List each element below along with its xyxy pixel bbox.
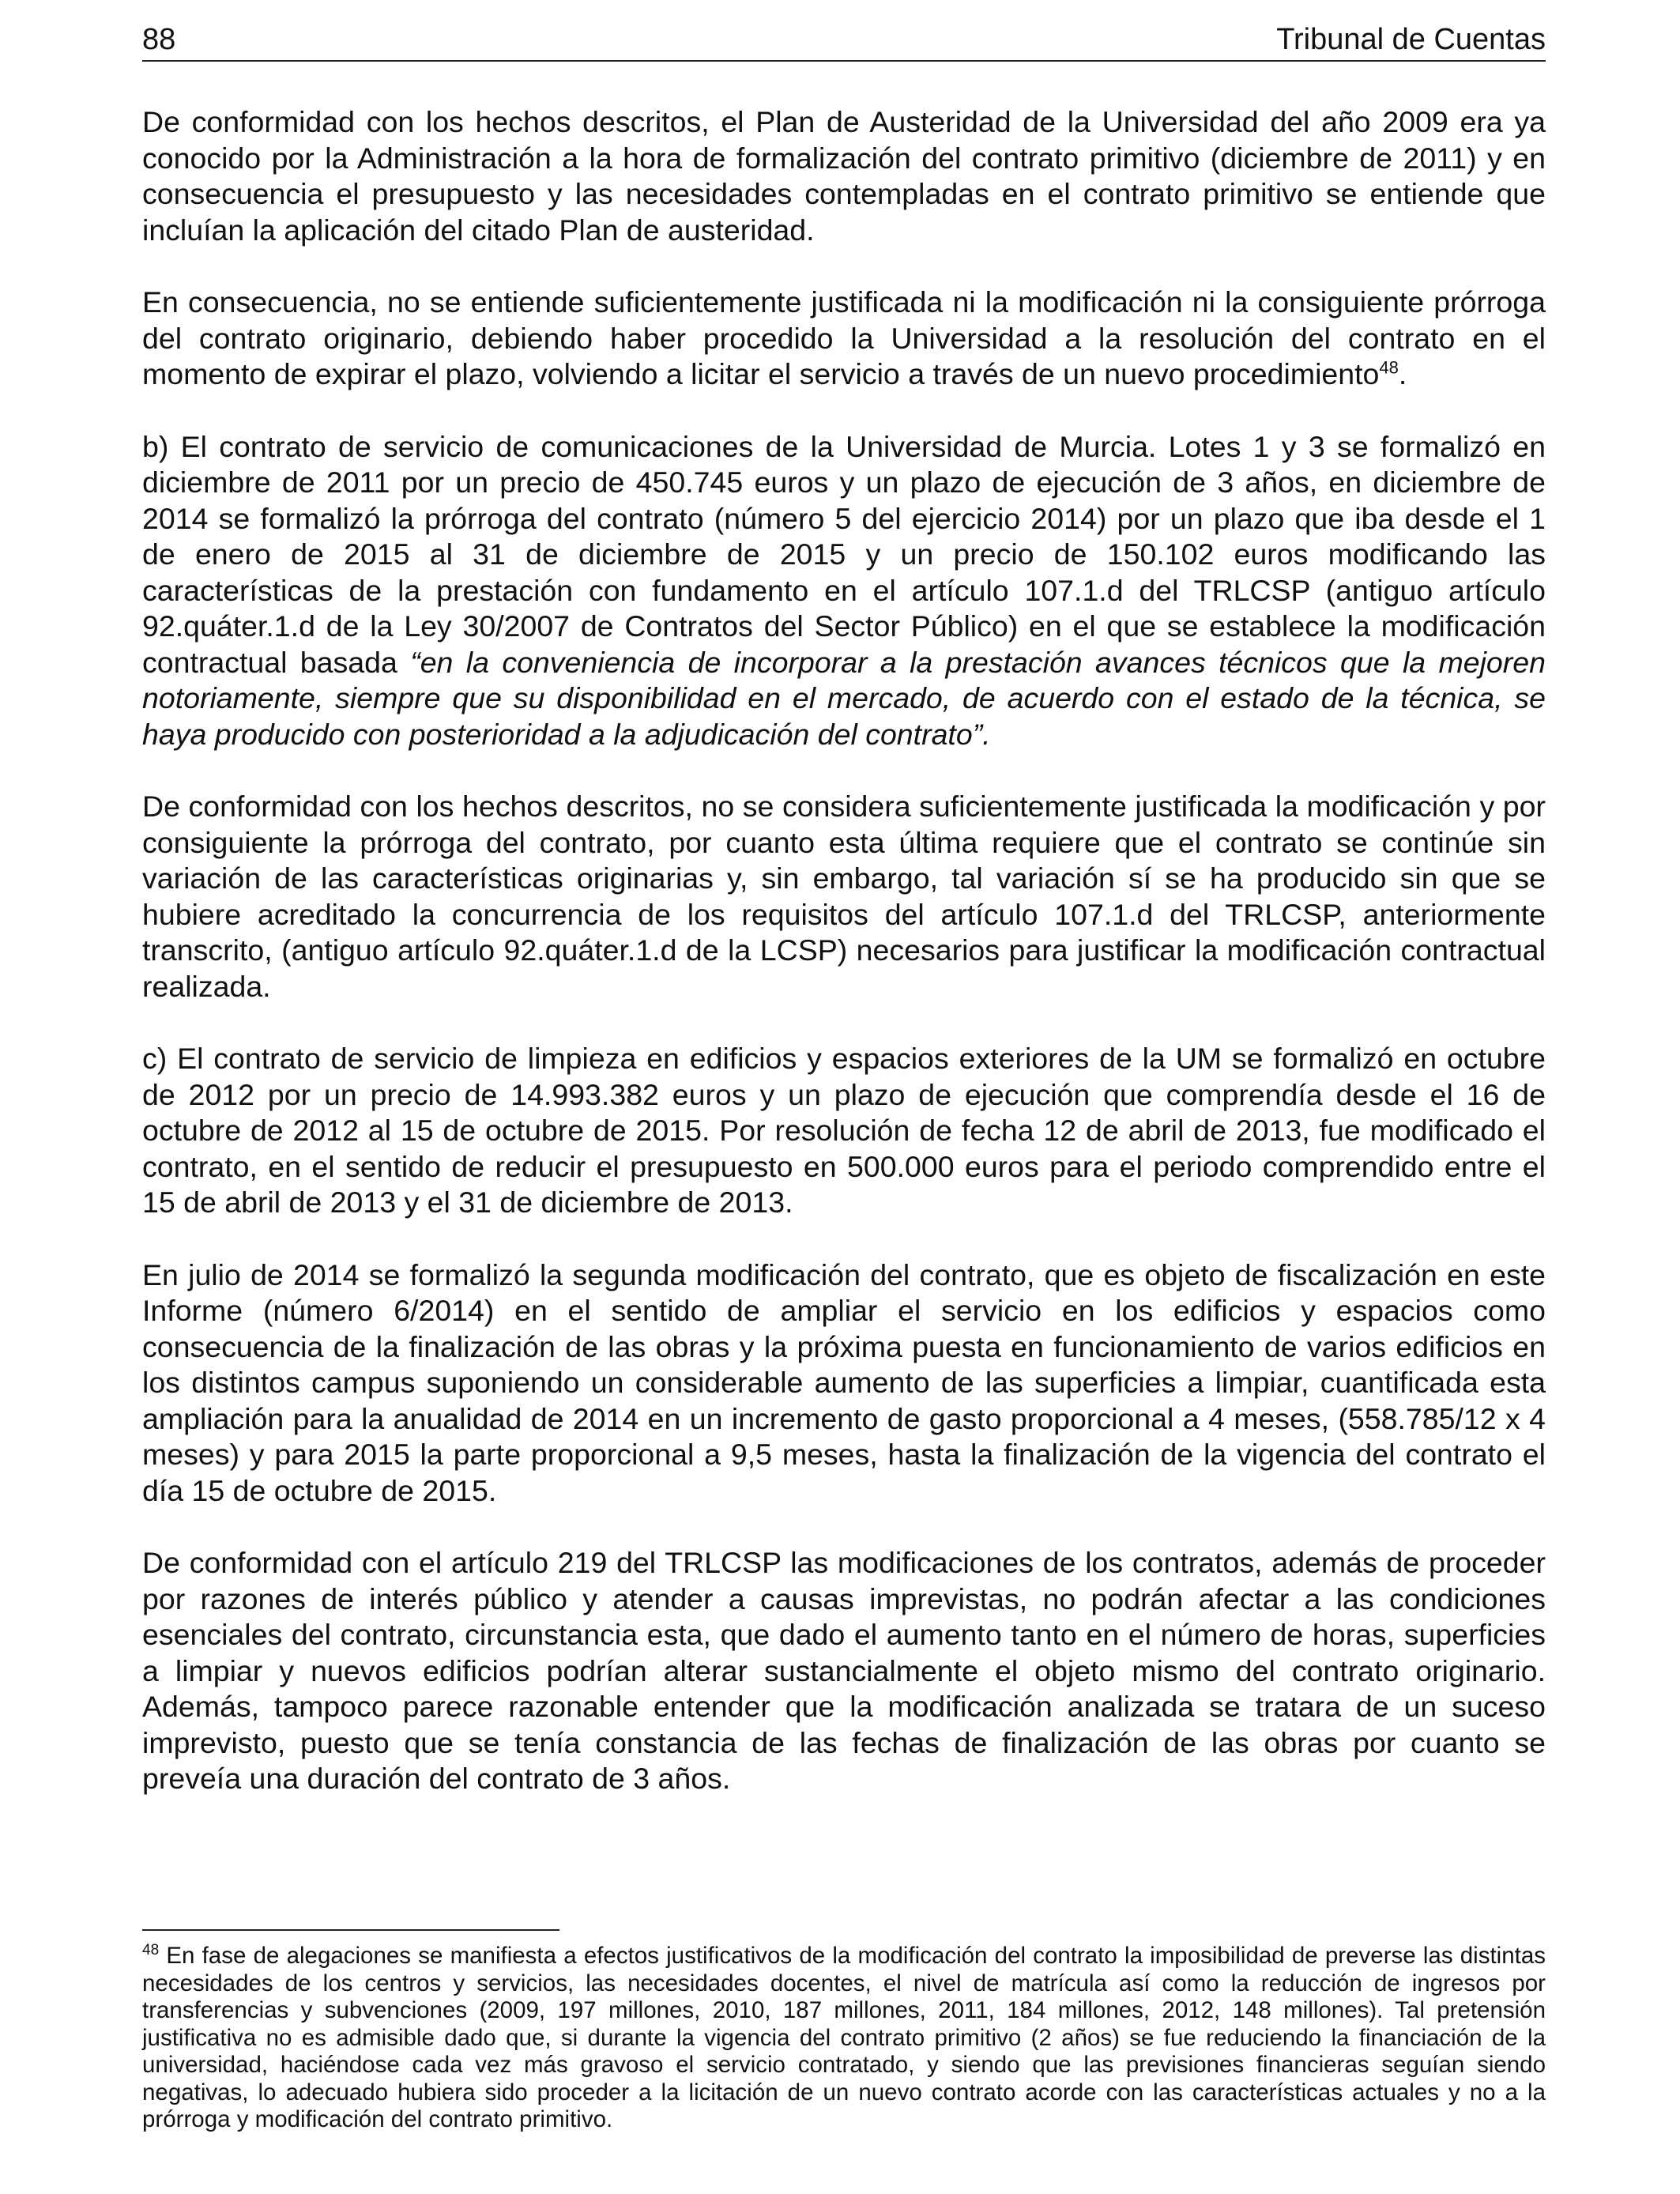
footnote-separator <box>142 1929 559 1931</box>
paragraph-6-text: En julio de 2014 se formalizó la segunda modificación del contrato, que es objeto de fiscalización en este Informe (número 6/2014) en el sentido de ampliar el servicio en los edificios y espacios como consecuencia de la finalización de las obras y la próxima puesta en funcionamiento de varios edificios en los distintos campus suponiendo un considerable aumento de las superficies a limpiar, cuantificada esta ampliación para la anualidad de 2014 en un incremento de gasto proporcional a 4 meses, (558.785/12 x 4 meses) y para 2015 la parte proporcional a 9,5 meses, hasta la finalización de la vigencia del contrato el día 15 de octubre de 2015. <box>142 1257 1546 1507</box>
paragraph-5-text: c) El contrato de servicio de limpieza en edificios y espacios exteriores de la UM se formalizó en octubre de 2012 por un precio de 14.993.382 euros y un plazo de ejecución que comprendía desde el 16 de octubre de 2012 al 15 de octubre de 2015. Por resolución de fecha 12 de abril de 2013, fue modificado el contrato, en el sentido de reducir el presupuesto en 500.000 euros para el periodo comprendido entre el 15 de abril de 2013 y el 31 de diciembre de 2013. <box>142 1042 1546 1219</box>
paragraph-2 <box>142 285 1546 393</box>
paragraph-4 <box>142 789 1546 1005</box>
body-text <box>142 104 1546 1834</box>
paragraph-4-text: De conformidad con los hechos descritos, no se considera suficientemente justificada la modificación y por consiguiente la prórroga del contrato, por cuanto esta última requiere que el contrato se continúe sin variación de las características originarias y, sin embargo, tal variación sí se ha producido sin que se hubiere acreditado la concurrencia de los requisitos del artículo 107.1.d del TRLCSP, anteriormente transcrito, (antiguo artículo 92.quáter.1.d de la LCSP) necesarios para justificar la modificación contractual realizada. <box>142 790 1546 1003</box>
paragraph-1 <box>142 104 1546 248</box>
paragraph-7 <box>142 1545 1546 1797</box>
paragraph-7-text: De conformidad con el artículo 219 del TRLCSP las modificaciones de los contratos, además de proceder por razones de interés público y atender a causas imprevistas, no podrán afectar a las condiciones esenciales del contrato, circunstancia esta, que dado el aumento tanto en el número de horas, superficies a limpiar y nuevos edificios podrían alterar sustancialmente el objeto mismo del contrato originario. Además, tampoco parece razonable entender que la modificación analizada se tratara de un suceso imprevisto, puesto que se tenía constancia de las fechas de finalización de las obras por cuanto se preveía una duración del contrato de 3 años. <box>142 1546 1546 1795</box>
paragraph-3 <box>142 429 1546 753</box>
paragraph-3-quote: “en la conveniencia de incorporar a la prestación avances técnicos que la mejoren notoriamente, siempre que su disponibilidad en el mercado, de acuerdo con el estado de la técnica, se haya producido con posterioridad a la adjudicación del contrato”. <box>142 645 1546 751</box>
footnote <box>142 1943 1546 2134</box>
page-header <box>142 19 1546 62</box>
paragraph-6 <box>142 1257 1546 1510</box>
footnote-text: En fase de alegaciones se manifiesta a efectos justificativos de la modificación del contrato la imposibilidad de preverse las distintas necesidades de los centros y servicios, las necesidades docentes, el nivel de matrícula así como la reducción de ingresos por transferencias y subvenciones (2009, 197 millones, 2010, 187 millones, 2011, 184 millones, 2012, 148 millones). Tal pretensión justificativa no es admisible dado que, si durante la vigencia del contrato primitivo (2 años) se fue reduciendo la financiación de la universidad, haciéndose cada vez más gravoso el servicio contratado, y siendo que las previsiones financieras seguían siendo negativas, lo adecuado hubiera sido proceder a la licitación de un nuevo contrato acorde con las características actuales y no a la prórroga y modificación del contrato primitivo. <box>142 1943 1546 2132</box>
footnote-number: 48 <box>142 1942 160 1959</box>
footnote-reference[interactable]: 48 <box>1379 357 1399 378</box>
paragraph-5 <box>142 1041 1546 1221</box>
running-title: Tribunal de Cuentas <box>1276 23 1546 56</box>
paragraph-3-text: b) El contrato de servicio de comunicaciones de la Universidad de Murcia. Lotes 1 y 3 se formalizó en diciembre de 2011 por un precio de 450.745 euros y un plazo de ejecución de 3 años, en diciembre de 2014 se formalizó la prórroga del contrato (número 5 del ejercicio 2014) por un plazo que iba desde el 1 de enero de 2015 al 31 de diciembre de 2015 y un precio de 150.102 euros modificando las características de la prestación con fundamento en el artículo 107.1.d del TRLCSP (antiguo artículo 92.quáter.1.d de la Ley 30/2007 de Contratos del Sector Público) en el que se establece la modificación contractual basada <box>142 429 1546 679</box>
paragraph-2-text: En consecuencia, no se entiende suficientemente justificada ni la modificación ni la consiguiente prórroga del contrato originario, debiendo haber procedido la Universidad a la resolución del contrato en el momento de expirar el plazo, volviendo a licitar el servicio a través de un nuevo procedimiento <box>142 285 1546 390</box>
paragraph-1-text: De conformidad con los hechos descritos, el Plan de Austeridad de la Universidad del año 2009 era ya conocido por la Administración a la hora de formalización del contrato primitivo (diciembre de 2011) y en consecuencia el presupuesto y las necesidades contempladas en el contrato primitivo se entiende que incluían la aplicación del citado Plan de austeridad. <box>142 105 1546 247</box>
page-number: 88 <box>142 23 176 56</box>
paragraph-2-tail: . <box>1398 357 1407 390</box>
